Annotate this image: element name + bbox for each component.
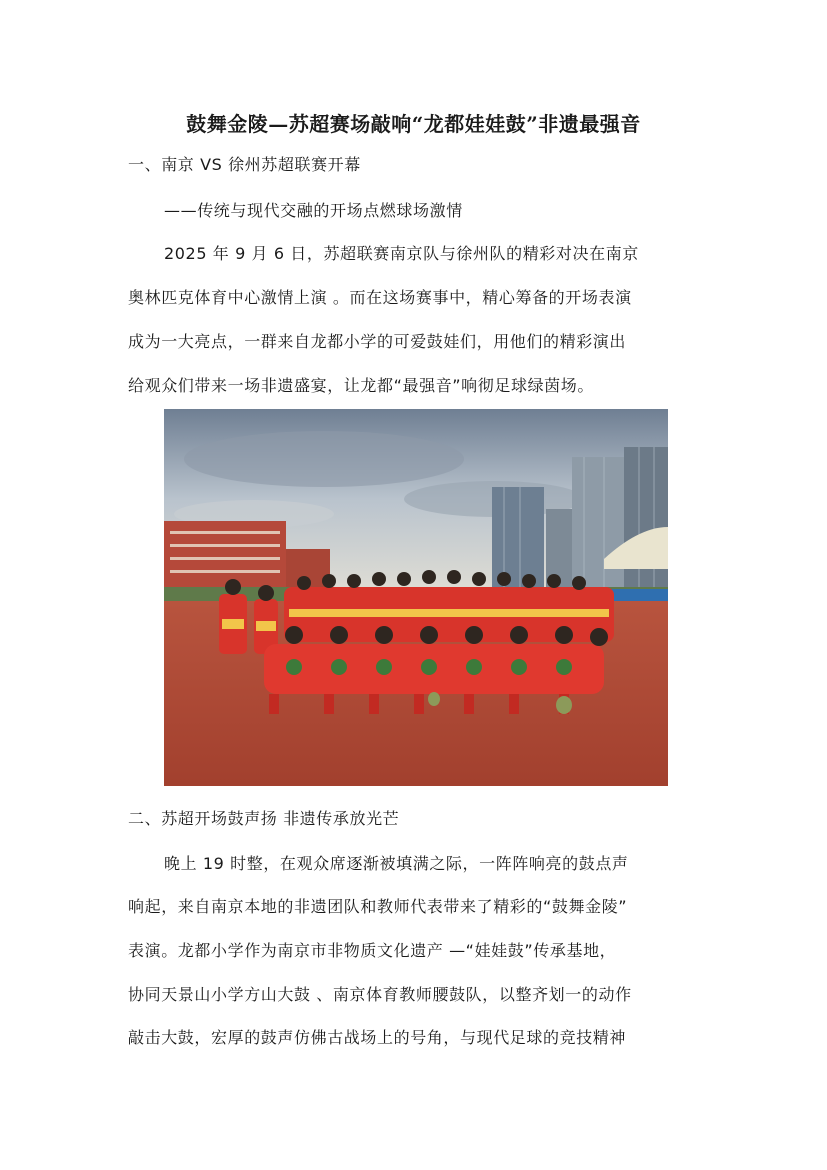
section2-paragraph-line: 协同天景山小学方山大鼓 、南京体育教师腰鼓队，以整齐划一的动作: [128, 985, 632, 1004]
section2-paragraph-line: 晚上 19 时整，在观众席逐渐被填满之际，一阵阵响亮的鼓点声: [164, 854, 629, 873]
document-title: 鼓舞金陵—苏超赛场敲响“龙都娃娃鼓”非遗最强音: [186, 112, 641, 136]
group-photo: [164, 409, 668, 786]
section1-paragraph-line: 2025 年 9 月 6 日，苏超联赛南京队与徐州队的精彩对决在南京: [164, 244, 639, 263]
section1-paragraph-line: 奥林匹克体育中心激情上演 。而在这场赛事中，精心筹备的开场表演: [128, 288, 632, 307]
section1-paragraph-line: 给观众们带来一场非遗盛宴，让龙都“最强音”响彻足球绿茵场。: [128, 376, 594, 395]
section2-paragraph-line: 表演。龙都小学作为南京市非物质文化遗产 —“娃娃鼓”传承基地，: [128, 941, 617, 960]
section2-paragraph-line: 敲击大鼓，宏厚的鼓声仿佛古战场上的号角，与现代足球的竞技精神: [128, 1028, 627, 1047]
section1-subheading: ——传统与现代交融的开场点燃球场激情: [164, 201, 463, 220]
section1-heading: 一、南京 VS 徐州苏超联赛开幕: [128, 155, 361, 174]
section2-paragraph-line: 响起，来自南京本地的非遗团队和教师代表带来了精彩的“鼓舞金陵”: [128, 897, 628, 916]
section1-paragraph-line: 成为一大亮点，一群来自龙都小学的可爱鼓娃们，用他们的精彩演出: [128, 332, 627, 351]
section2-heading: 二、苏超开场鼓声扬 非遗传承放光芒: [128, 809, 400, 828]
